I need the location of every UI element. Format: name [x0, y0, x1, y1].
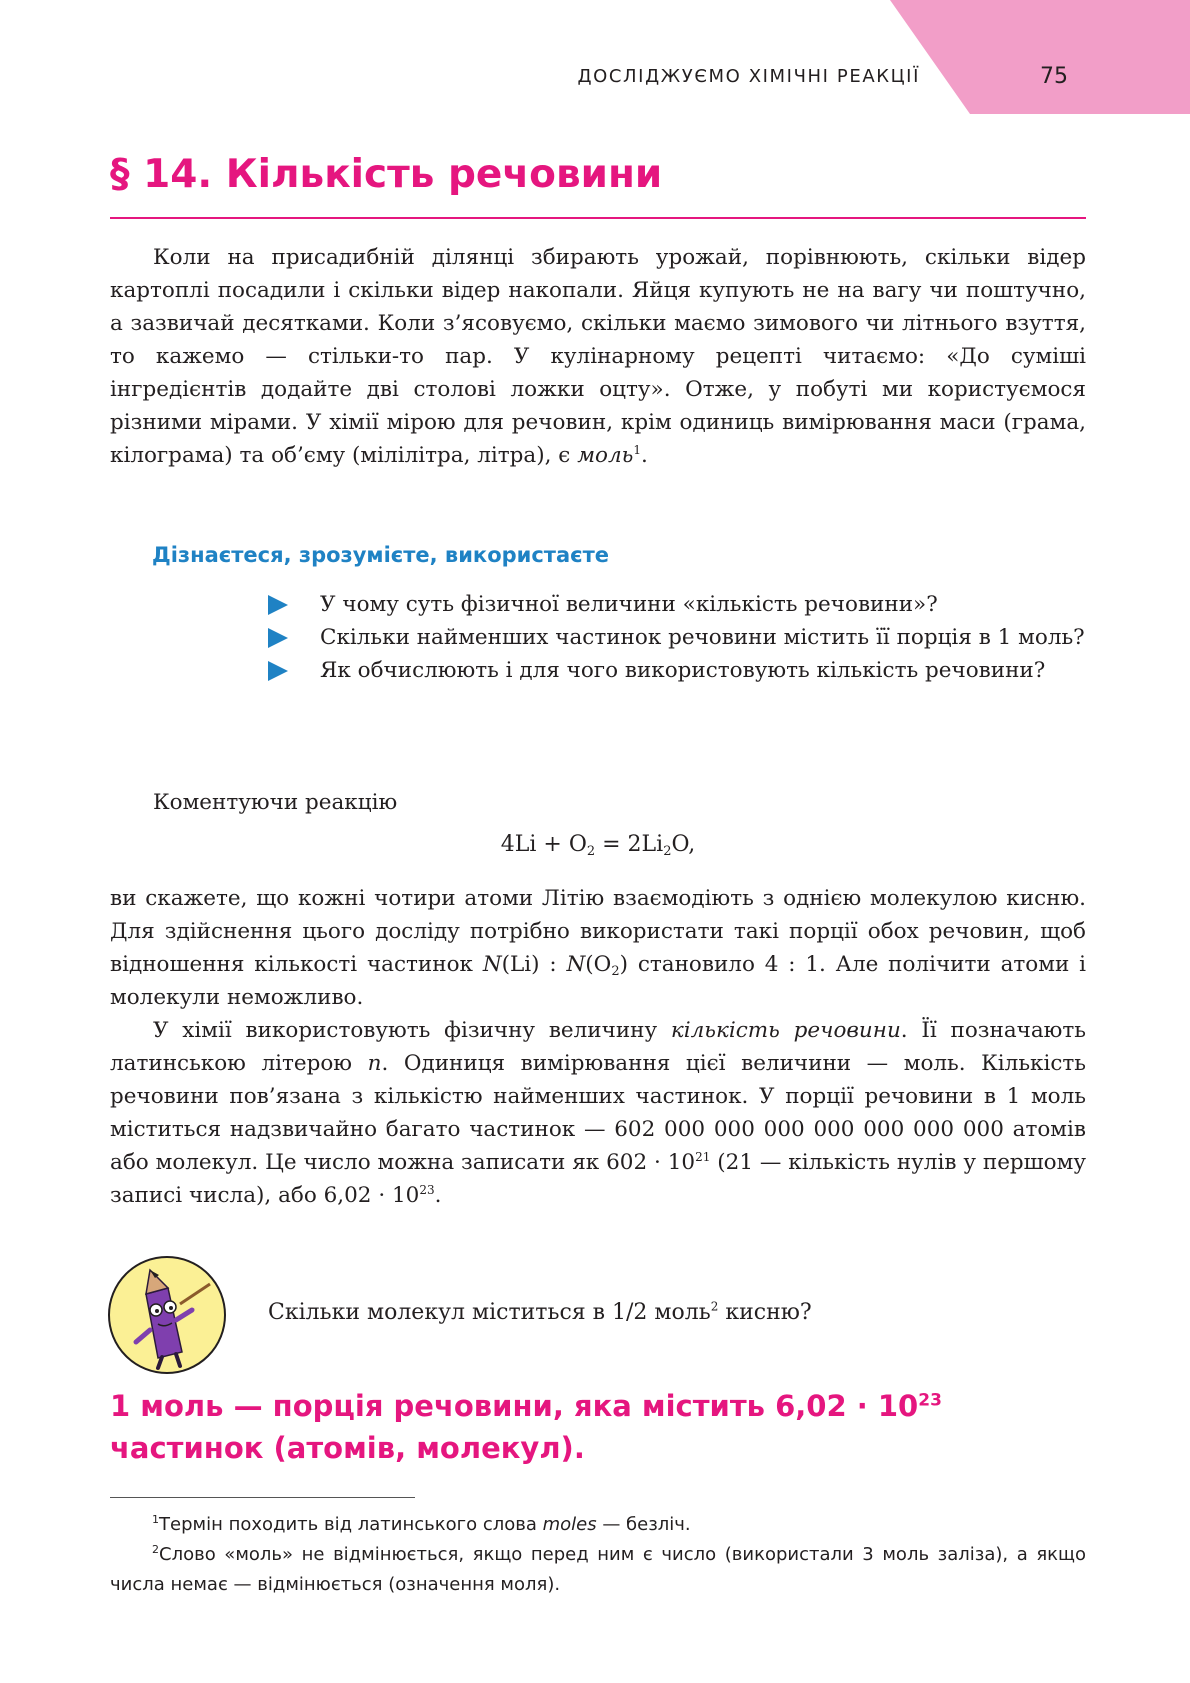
footnote-number: 1	[152, 1513, 159, 1526]
reaction-paragraph	[110, 882, 1086, 1014]
question-text: Як обчислюють і для чого використовують кількість речовини?	[320, 658, 1046, 683]
amount-term: кількість речовини	[670, 1018, 901, 1043]
section-title: § 14. Кількість речовини	[110, 152, 663, 197]
running-header: ДОСЛІДЖУЄМО ХІМІЧНІ РЕАКЦІЇ	[577, 66, 920, 87]
amount-symbol: n	[367, 1051, 382, 1076]
equation-part: 4Li + O	[500, 832, 587, 857]
intro-paragraph	[110, 241, 1086, 472]
definition-text: 1 моль — порція речовини, яка містить 6,02 · 10	[110, 1389, 919, 1423]
reaction-text: ви скажете, що кожні чотири атоми Літію взаємодіють з однією молекулою кисню. Для здійснення цього досліду потрібно використати такі порції обох речовин, щоб відношення кількості частинок	[110, 886, 1086, 977]
mascot-question-tail: кисню?	[718, 1300, 812, 1325]
exponent: 23	[419, 1182, 435, 1197]
equation-subscript: 2	[586, 844, 596, 859]
learn-heading: Дізнаєтеся, зрозумієте, використаєте	[152, 543, 610, 567]
footnote-text: Термін походить від латинського слова	[159, 1514, 543, 1535]
triangle-bullet-icon	[268, 628, 288, 648]
question-item	[268, 588, 1086, 621]
equation-subscript: 2	[663, 844, 672, 859]
definition-exponent: 23	[918, 1390, 942, 1411]
footnote-text: — безліч.	[596, 1514, 691, 1535]
mascot-question-text: Скільки молекул міститься в 1/2 моль	[268, 1300, 711, 1325]
footnote-2	[110, 1540, 1086, 1600]
title-underline	[110, 217, 1086, 219]
amount-text: (21 — кількість нулів у першому записі числа), або 6,02 · 10	[110, 1150, 1086, 1208]
question-text: У чому суть фізичної величини «кількість речовини»?	[320, 592, 938, 617]
mole-definition	[110, 1385, 1090, 1469]
footnote-1	[110, 1510, 1086, 1540]
footnote-text: Слово «моль» не відмінюється, якщо перед ним є число (використали 3 моль заліза), а якщо числа немає — відмінюється (означення моля).	[110, 1544, 1086, 1595]
exponent: 21	[695, 1149, 711, 1164]
mascot-question	[268, 1300, 812, 1325]
amount-text: . Її позначають латинською літерою	[110, 1018, 1086, 1076]
equation-part: = 2Li	[595, 832, 664, 857]
ratio-text: )	[619, 952, 628, 977]
reaction-lead: Коментуючи реакцію	[153, 790, 398, 815]
ratio-text: (Li) :	[501, 952, 567, 977]
learning-questions	[268, 588, 1086, 687]
amount-text: У хімії використовують фізичну величину	[153, 1018, 658, 1043]
amount-text: . Одиниця вимірювання цієї величини — моль. Кількість речовини пов’язана з кількістю найменших частинок. У порції речовини в 1 моль міститься надзвичайно багато частинок — 602 000 000 000 000 000 000 000 атомів або молекул. Це число можна записати як 602 · 10	[110, 1051, 1086, 1175]
ratio-text: (O	[585, 952, 612, 977]
amount-text: .	[434, 1183, 442, 1208]
equation-part: O,	[671, 832, 696, 857]
reaction-text: становило 4 : 1. Але полічити атоми і молекули неможливо.	[110, 952, 1086, 1010]
reaction-equation	[110, 832, 1086, 857]
page-number: 75	[1040, 64, 1068, 89]
question-item	[268, 654, 1086, 687]
triangle-bullet-icon	[268, 595, 288, 615]
question-text: Скільки найменших частинок речовини містить її порція в 1 моль?	[320, 625, 1085, 650]
pencil-teacher-icon	[106, 1254, 228, 1376]
footnotes	[110, 1510, 1086, 1600]
intro-end: .	[641, 443, 648, 468]
footnote-mark-2: 2	[710, 1299, 719, 1314]
footnote-divider	[110, 1497, 415, 1498]
page-corner-tab	[890, 0, 1190, 114]
footnote-mark-1: 1	[633, 442, 642, 457]
amount-paragraph	[110, 1014, 1086, 1212]
intro-text: Коли на присадибній ділянці збирають урожай, порівнюють, скільки відер картоплі посадили і скільки відер накопали. Яйця купують не на вагу чи поштучно, а зазвичай десятками. Коли з’ясовуємо, скільки маємо зимового чи літнього взуття, то кажемо — стільки-то пар. У кулінарному рецепті читаємо: «До суміші інгредієнтів додайте дві столові ложки оцту». Отже, у побуті ми користуємося різними мірами. У хімії мірою для речовин, крім одиниць вимірювання маси (грама, кілограма) та об’єму (мілілітра, літра), є	[110, 245, 1086, 468]
ratio-symbol: N	[482, 952, 502, 977]
footnote-number: 2	[152, 1543, 159, 1556]
triangle-bullet-icon	[268, 661, 288, 681]
question-item	[268, 621, 1086, 654]
definition-tail: частинок (атомів, молекул).	[110, 1431, 585, 1465]
intro-term: моль	[577, 443, 634, 468]
footnote-latin-word: moles	[542, 1514, 597, 1535]
ratio-symbol: N	[566, 952, 586, 977]
ratio-subscript: 2	[611, 964, 620, 979]
